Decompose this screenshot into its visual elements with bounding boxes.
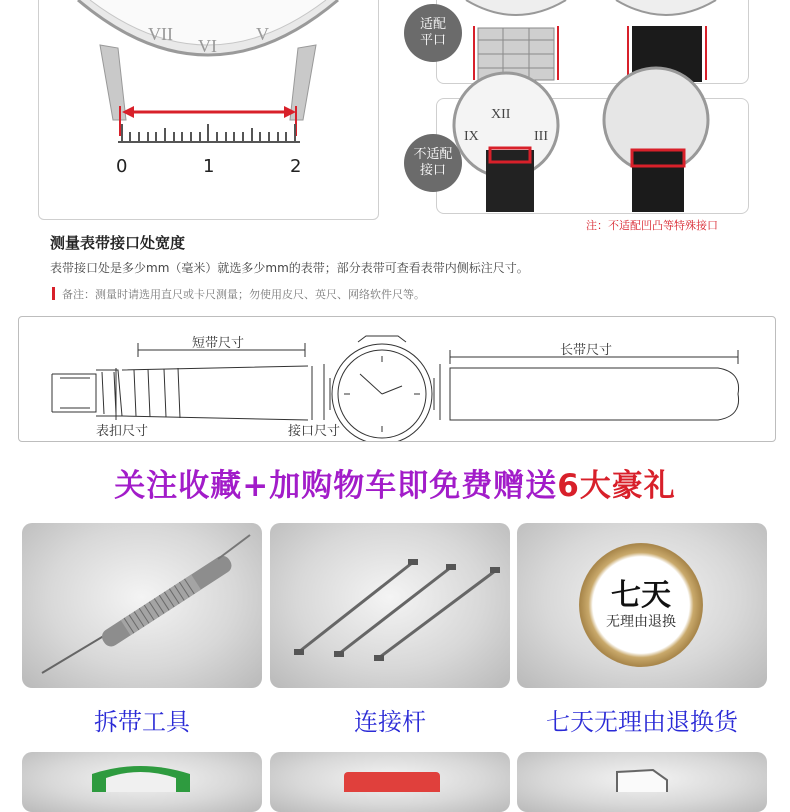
gift-tile-return bbox=[517, 523, 767, 688]
promo-text: 关注收藏+加购物车即免费赠送 bbox=[114, 468, 558, 504]
compat-note: 注：不适配凹凸等特殊接口 bbox=[586, 219, 718, 232]
red-card-icon bbox=[270, 752, 510, 792]
promo-highlight: 6大豪礼 bbox=[557, 468, 676, 504]
spring-bars-icon bbox=[270, 523, 510, 688]
buckle-size-label: 表扣尺寸 bbox=[96, 424, 149, 439]
gift-tile-shield bbox=[22, 752, 262, 812]
gift-tile-tool bbox=[22, 523, 262, 688]
svg-text:V: V bbox=[256, 24, 269, 44]
svg-text:XII: XII bbox=[491, 107, 511, 122]
gift-caption-pins: 连接杆 bbox=[354, 708, 426, 736]
measure-remark: 备注：测量时请选用直尺或卡尺测量；勿使用皮尺、英尺、网络软件尺等。 bbox=[62, 288, 425, 301]
lug-size-label: 接口尺寸 bbox=[288, 424, 341, 439]
short-strap-label: 短带尺寸 bbox=[192, 336, 245, 351]
gift-tile-card bbox=[270, 752, 510, 812]
fit-flat-badge bbox=[404, 4, 462, 62]
seven-day-return-badge bbox=[579, 543, 703, 667]
svg-text:VI: VI bbox=[198, 36, 217, 56]
gift-tile-box bbox=[517, 752, 767, 812]
fit-flat-label: 适配 平口 bbox=[419, 17, 446, 48]
gift-caption-return: 七天无理由退换货 bbox=[546, 708, 738, 736]
measure-title: 测量表带接口处宽度 bbox=[50, 234, 186, 252]
strap-tool-icon bbox=[22, 523, 262, 688]
unfit-interface-badge bbox=[404, 134, 462, 192]
svg-text:III: III bbox=[534, 129, 548, 144]
badge-small-text: 无理由退换 bbox=[606, 614, 676, 630]
svg-text:IX: IX bbox=[464, 129, 479, 144]
gift-caption-tool: 拆带工具 bbox=[94, 708, 190, 736]
unfit-interface-label: 不适配 接口 bbox=[413, 147, 453, 178]
ruler-tick-2: 2 bbox=[290, 156, 302, 177]
shield-icon bbox=[22, 752, 262, 792]
badge-big-text: 七天 bbox=[611, 578, 671, 613]
ruler-tick-1: 1 bbox=[203, 156, 215, 177]
long-strap-label: 长带尺寸 bbox=[560, 343, 613, 358]
compat-watches-illustration bbox=[436, 0, 748, 212]
remark-marker bbox=[52, 287, 55, 300]
box-icon bbox=[517, 752, 767, 792]
measure-description: 表带接口处是多少mm（毫米）就选多少mm的表带；部分表带可查看表带内侧标注尺寸。 bbox=[50, 261, 529, 275]
gift-tile-pins bbox=[270, 523, 510, 688]
ruler-tick-0: 0 bbox=[116, 156, 128, 177]
svg-text:VII: VII bbox=[148, 24, 173, 44]
promo-banner bbox=[0, 460, 790, 505]
